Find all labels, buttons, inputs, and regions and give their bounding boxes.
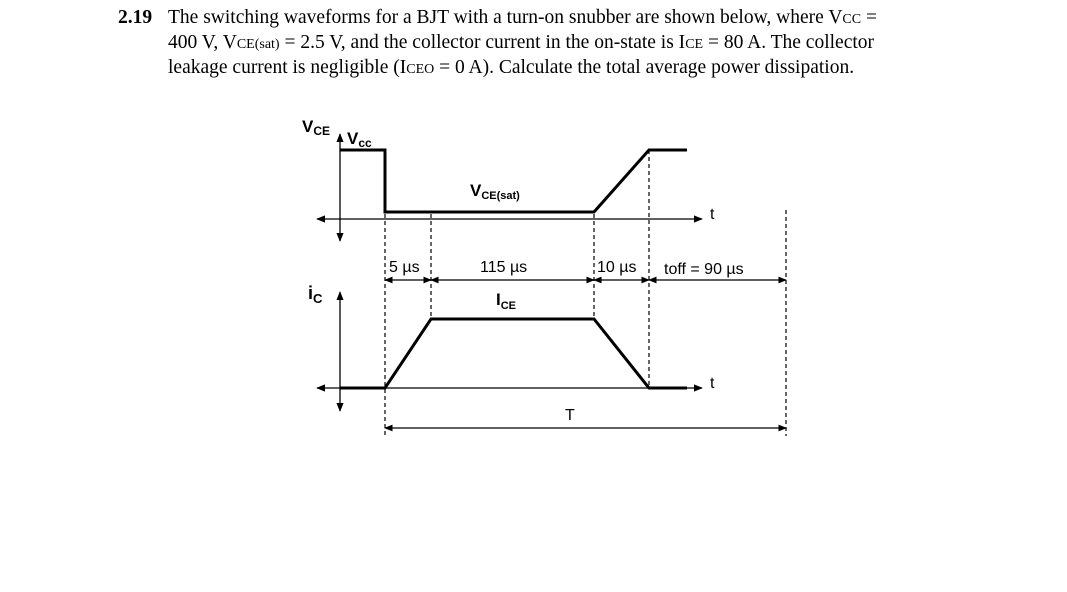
- interval-3-label: 10 µs: [597, 259, 637, 276]
- time-label-top: t: [710, 206, 715, 223]
- problem-number: 2.19: [118, 7, 153, 28]
- vce-waveform: [340, 150, 687, 212]
- vce-plot: [302, 117, 715, 241]
- vcesat-label: VCE(sat): [470, 181, 520, 202]
- interval-2-label: 115 µs: [480, 259, 528, 276]
- period-label: T: [565, 407, 575, 424]
- timing-markers: [385, 150, 786, 436]
- interval-4-label: toff = 90 µs: [664, 261, 744, 278]
- interval-annotations: [385, 259, 786, 280]
- period-annotation: [385, 407, 786, 428]
- ice-label: $I_{CE}$: [496, 290, 517, 312]
- vce-axis-label: VCE: [302, 117, 331, 138]
- problem-text: The switching waveforms for a BJT with a turn-on snubber are shown below, where VCC = 400 V, VCE(sat) = 2.5 V, and the collector current in the on-state is ICE = 80 A. The collector leakage current is negligible (ICEO = 0 A). Calculate the total average power dissipation.: [168, 7, 877, 78]
- interval-1-label: 5 µs: [389, 259, 420, 276]
- ic-waveform: [340, 319, 687, 388]
- time-label-bottom: t: [710, 375, 715, 392]
- ic-plot: [308, 283, 715, 411]
- vcc-label: Vcc: [347, 129, 372, 150]
- ic-axis-label: $i_C$: [308, 283, 323, 306]
